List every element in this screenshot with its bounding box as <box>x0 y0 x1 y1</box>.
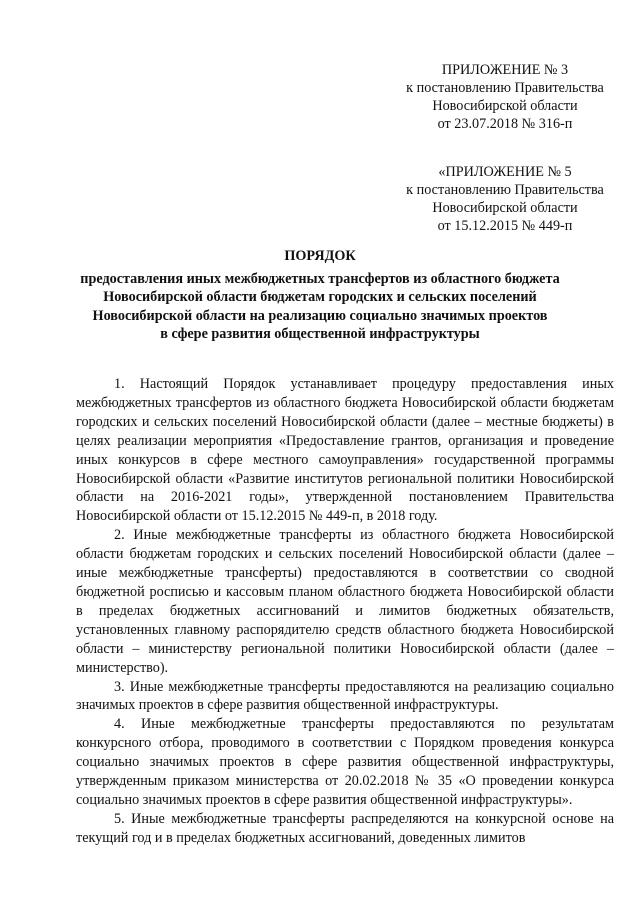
title-line-3: Новосибирской области на реализацию социально значимых проектов <box>92 307 548 324</box>
paragraph-1: 1. Настоящий Порядок устанавливает процедуру предоставления иных межбюджетных трансфертов из областного бюджета Новосибирской области бюджетам городских и сельских поселений Новосибирской области (далее – местные бюджеты) в целях реализации мероприятия «Предоставление грантов, организация и проведение иных конкурсов в сфере местного самоуправления» государственной программы Новосибирской области «Развитие институтов региональной политики Новосибирской области на 2016-2021 годы», утвержденной постановлением Правительства Новосибирской области от 15.12.2015 № 449-п, в 2018 году. <box>76 376 614 525</box>
appendix-3-title: ПРИЛОЖЕНИЕ № 3 <box>441 62 569 78</box>
title-line-4: в сфере развития общественной инфраструктуры <box>160 326 480 343</box>
paragraph-2: 2. Иные межбюджетные трансферты из областного бюджета Новосибирской области бюджетам городских и сельских поселений Новосибирской области (далее – иные межбюджетные трансферты) предоставляются в соответствии со сводной бюджетной росписью и кассовым планом областного бюджета Новосибирской области в пределах бюджетных ассигнований и лимитов бюджетных обязательств, установленных главному распорядителю средств областного бюджета Новосибирской области – министерству региональной политики Новосибирской области (далее – министерство). <box>76 527 614 676</box>
appendix-5-title: «ПРИЛОЖЕНИЕ № 5 <box>438 164 572 180</box>
paragraph-4: 4. Иные межбюджетные трансферты предоставляются по результатам конкурсного отбора, проводимого в соответствии с Порядком проведения конкурса социально значимых проектов в сфере развития общественной инфраструктуры, утвержденным приказом министерства от 20.02.2018 № 35 «О проведении конкурса социально значимых проектов в сфере развития общественной инфраструктуры». <box>76 716 614 808</box>
appendix-5-resolution: к постановлению Правительства <box>406 182 604 198</box>
document-body <box>76 375 614 848</box>
appendix-3-header <box>375 61 635 133</box>
document-title <box>60 247 580 344</box>
paragraph-5: 5. Иные межбюджетные трансферты распределяются на конкурсной основе на текущий год и в пределах бюджетных ассигнований, доведенных лимитов <box>76 810 614 846</box>
appendix-3-region: Новосибирской области <box>432 98 578 114</box>
appendix-5-region: Новосибирской области <box>432 200 578 216</box>
appendix-5-date: от 15.12.2015 № 449-п <box>437 218 573 234</box>
title-main: ПОРЯДОК <box>284 248 356 264</box>
appendix-3-date: от 23.07.2018 № 316-п <box>437 116 573 132</box>
appendix-5-header <box>375 163 635 235</box>
title-line-1: предоставления иных межбюджетных трансфертов из областного бюджета <box>80 270 560 287</box>
title-line-2: Новосибирской области бюджетам городских и сельских поселений <box>103 289 537 306</box>
paragraph-3: 3. Иные межбюджетные трансферты предоставляются на реализацию социально значимых проектов в сфере развития общественной инфраструктуры. <box>76 678 614 714</box>
appendix-3-resolution: к постановлению Правительства <box>406 80 604 96</box>
